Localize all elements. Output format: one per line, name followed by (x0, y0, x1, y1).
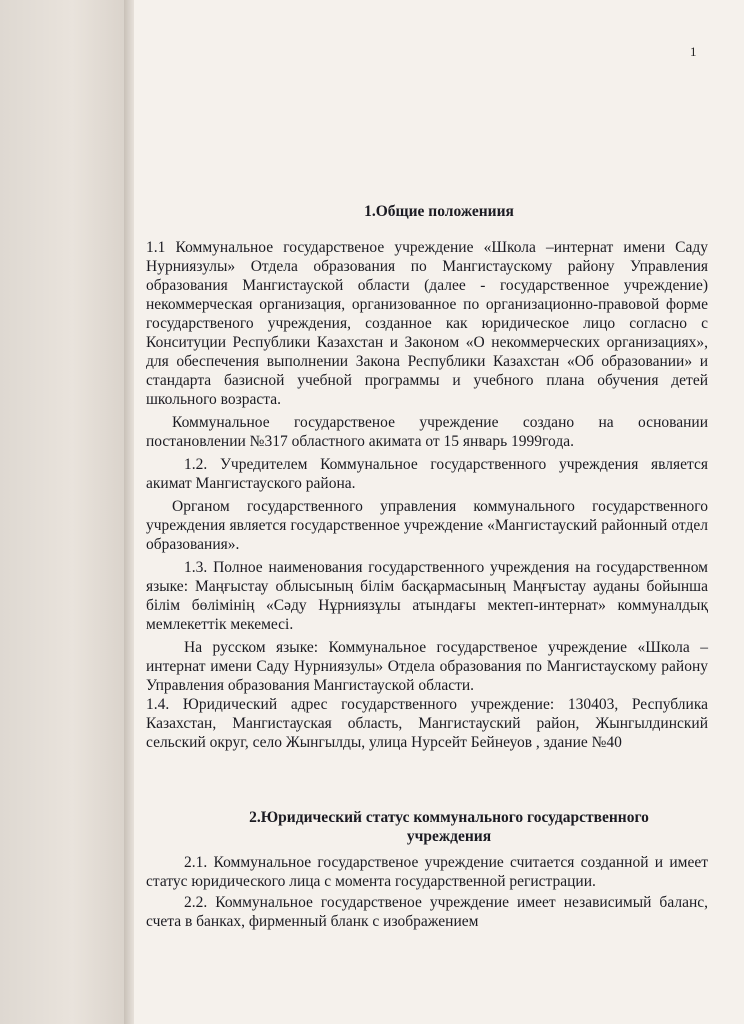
paragraph-1-3: 1.3. Полное наименования государственного учреждения на государственном языке: Маңғыстау облысының білім басқармасының Маңғыстау ауданы бойынша білім бөлімінің «Сәду Нұрниязұлы атындағы мектеп-интернат» коммуналдық мемлекеттік мекемесі. (146, 559, 708, 633)
paragraph-founding: Коммунальное государственое учреждение создано на основании постановлении №317 областного акимата от 15 январь 1999года. (146, 414, 708, 450)
paragraph-1-4: 1.4. Юридический адрес государственного учреждение: 130403, Республика Казахстан, Мангистауская область, Мангистауский район, Жынгылдинский сельский округ, село Жынгылды, улица Нурсейт Бейнеуов , здание №40 (146, 696, 708, 751)
paragraph-1-2: 1.2. Учредителем Коммунальное государственного учреждения является акимат Мангистауского района. (146, 456, 708, 492)
section-1-body (146, 238, 708, 752)
paragraph-management: Органом государственного управления коммунального государственного учреждения является государственное учреждение «Мангистауский районный отдел образования». (146, 498, 708, 553)
adjacent-page-edge (0, 0, 132, 1024)
section-2-body (146, 853, 708, 931)
paragraph-1-1: 1.1 Коммунальное государственое учреждение «Школа –интернат имени Саду Нурниязулы» Отдела образования по Мангистаускому району Управления образования Мангистауской области (далее - государственное учреждение) некоммерческая организация, организованное по организационно-правовой форме государственого учреждения, созданное как юридическое лицо согласно с Конситуции Республики Казахстан и Законом «О некоммерческих организациях», для обеспечения выполнении Закона Республики Казахстан «Об образовании» и стандарта базисной учебной программы и учебного плана обучения детей школьного возраста. (146, 239, 708, 408)
paragraph-2-1: 2.1. Коммунальное государственое учреждение считается созданной и имеет статус юридического лица с момента государственной регистрации. (146, 854, 708, 890)
paragraph-2-2: 2.2. Коммунальное государственое учреждение имеет независимый баланс, счета в банках, фирменный бланк с изображением (146, 894, 708, 930)
section-1-title: 1.Общие положениия (364, 203, 514, 220)
section-2-title: 2.Юридический статус коммунального государственного учреждения (249, 809, 649, 845)
paragraph-russian-name: На русском языке: Коммунальное государственое учреждение «Школа –интернат имени Саду Нурниязулы» Отдела образования по Мангистаускому району Управления образования Мангистауской области. (146, 639, 708, 694)
page-number: 1 (690, 44, 697, 59)
